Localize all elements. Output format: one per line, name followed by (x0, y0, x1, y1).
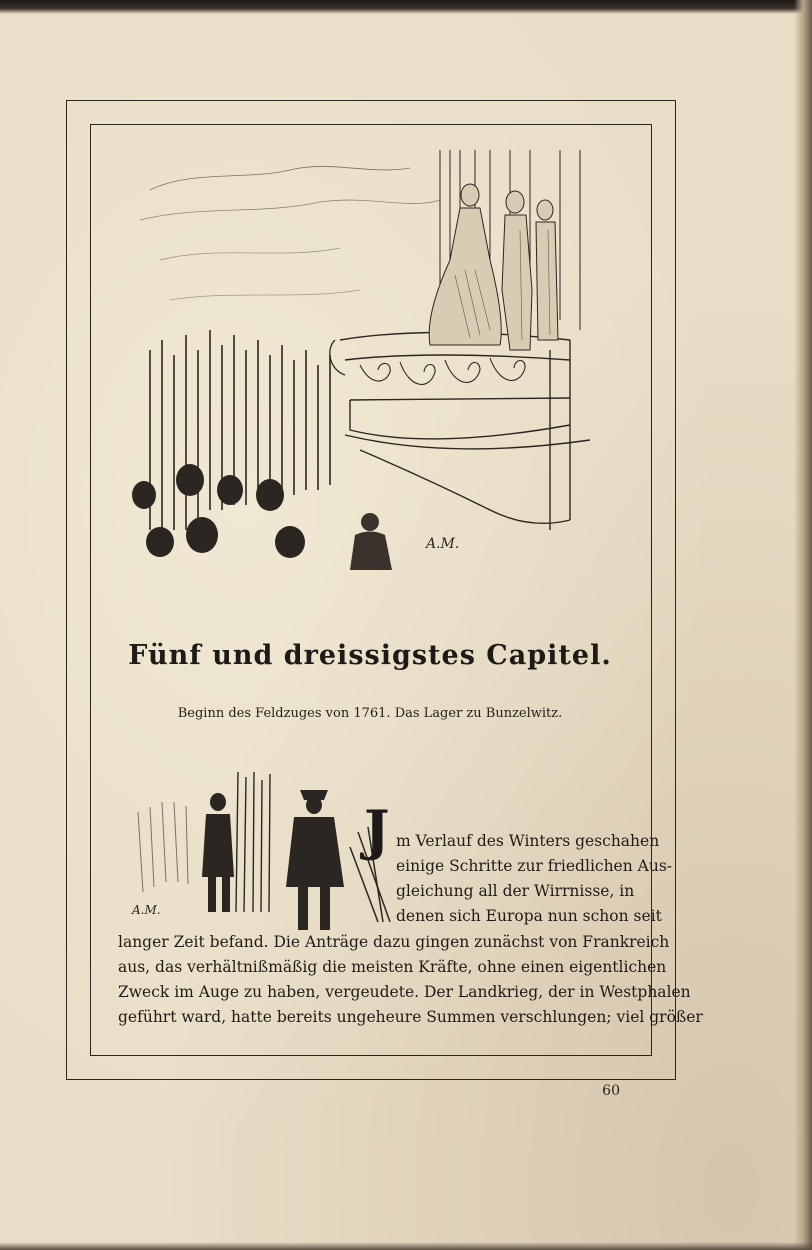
text-line-7: Zweck im Auge zu haben, vergeudete. Der Landkrieg, der in Westphalen (118, 983, 691, 1001)
chapter-title: Fünf und dreissigstes Capitel. (128, 640, 612, 671)
balcony-engraving (130, 150, 614, 570)
drop-cap-letter: J (364, 798, 390, 862)
top-illustration-signature: A.M. (426, 536, 460, 552)
small-illustration-signature: A.M. (132, 903, 161, 917)
text-line-1: m Verlauf des Winters geschahen (396, 832, 660, 850)
page-number: 60 (602, 1083, 620, 1099)
page-right-edge (794, 0, 812, 1250)
page-bottom-edge (0, 1242, 812, 1250)
page-top-edge (0, 0, 812, 14)
text-line-8: geführt ward, hatte bereits ungeheure Summen verschlungen; viel größer (118, 1008, 703, 1026)
chapter-subtitle: Beginn des Feldzuges von 1761. Das Lager zu Bunzelwitz. (177, 706, 563, 721)
text-line-3: gleichung all der Wirrnisse, in (396, 882, 635, 900)
text-line-6: aus, das verhältnißmäßig die meisten Kräfte, ohne einen eigentlichen (118, 958, 667, 976)
text-line-4: denen sich Europa nun schon seit (396, 907, 662, 925)
text-line-2: einige Schritte zur friedlichen Aus- (396, 857, 673, 875)
text-line-5: langer Zeit befand. Die Anträge dazu gingen zunächst von Frankreich (118, 933, 670, 951)
soldiers-engraving (128, 772, 394, 932)
